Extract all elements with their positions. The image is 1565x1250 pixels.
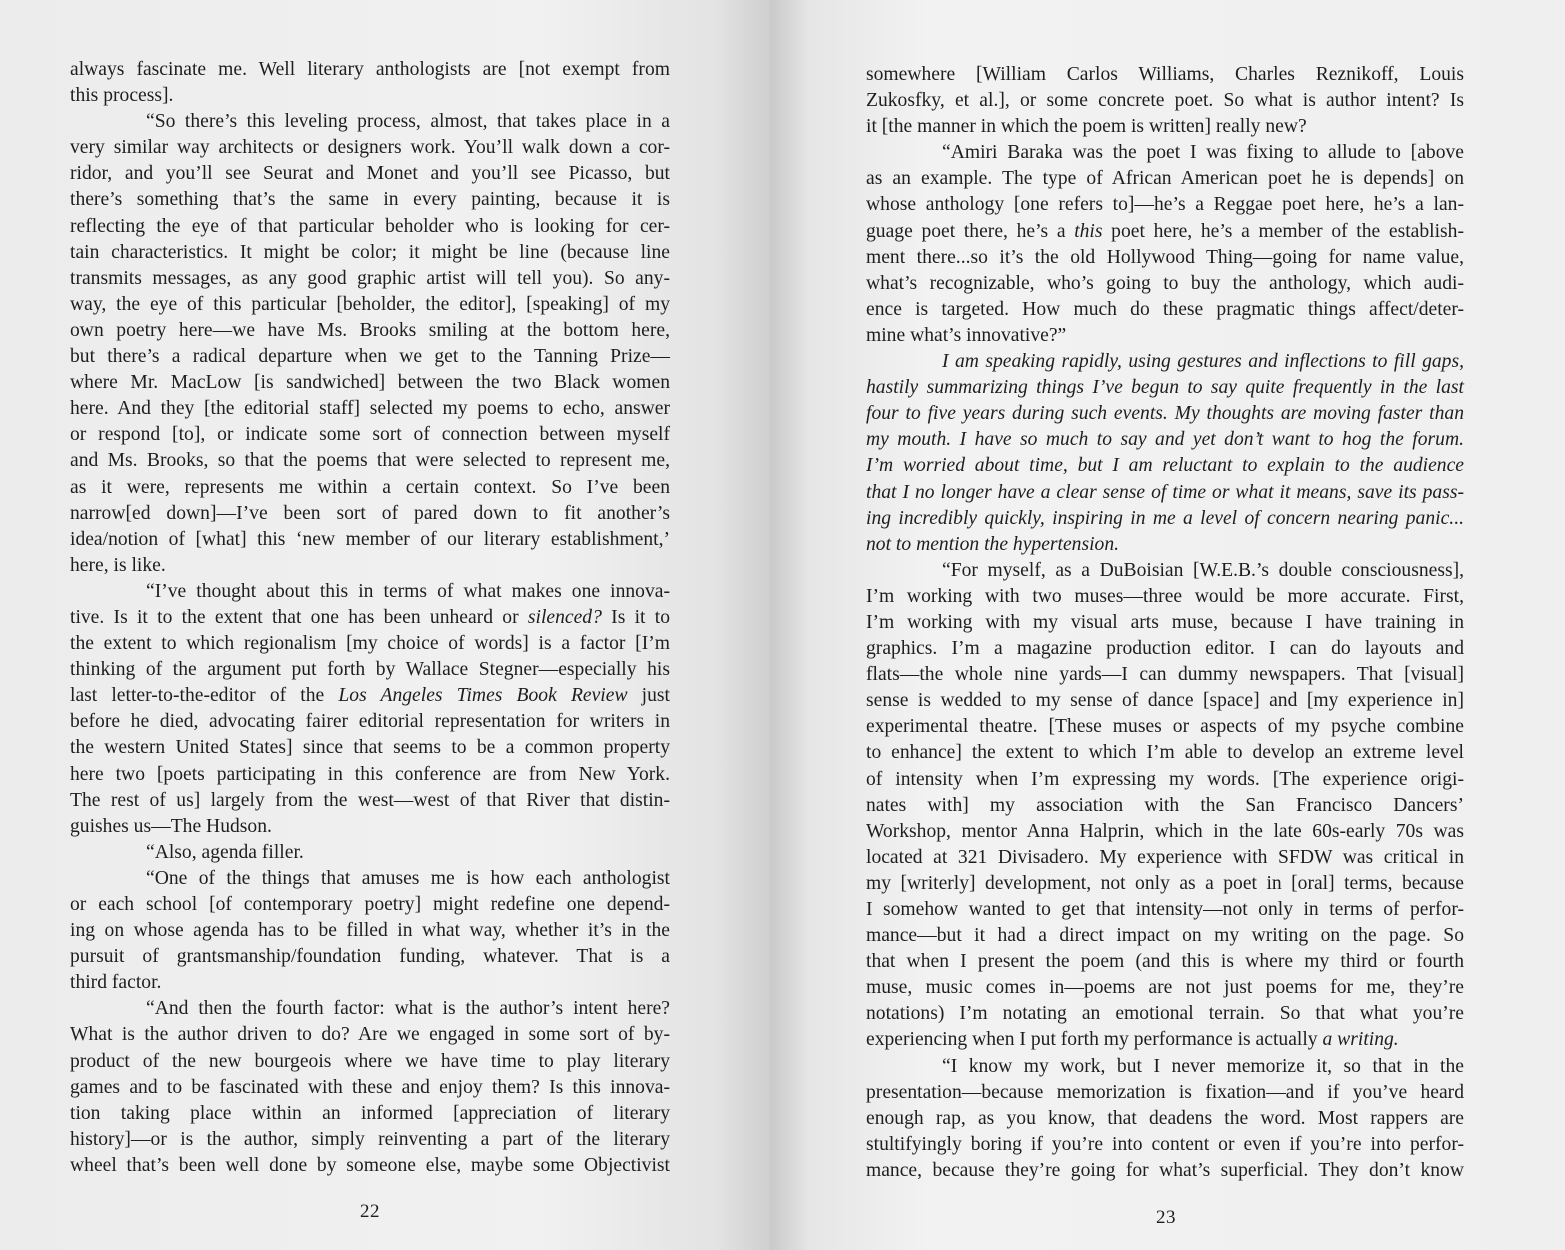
- text-line: mance, because they’re going for what’s superficial. They don’t know: [866, 1159, 1464, 1181]
- text-line: ment there...so it’s the old Hollywood Thing—going for name value,: [866, 246, 1464, 268]
- italic-text: I’m worried about time, but I am reluctant to explain to the audience: [866, 455, 1464, 477]
- text-line: “One of the things that amuses me is how each anthologist: [146, 867, 670, 889]
- text-line: here, is like.: [70, 554, 166, 576]
- italic-text: my mouth. I have so much to say and yet don’t want to hog the forum.: [866, 429, 1464, 451]
- text-line: there’s something that’s the same in every painting, because it is: [70, 189, 670, 211]
- italic-text: four to five years during such events. My thoughts are moving faster than: [866, 403, 1464, 425]
- text-line: mine what’s innovative?”: [866, 324, 1067, 346]
- text-line: thinking of the argument put forth by Wallace Stegner—especially his: [70, 659, 670, 681]
- text-line: notations) I’m notating an emotional terrain. So that what you’re: [866, 1003, 1464, 1025]
- text-line: “I know my work, but I never memorize it, so that in the: [942, 1055, 1464, 1077]
- text-line: but there’s a radical departure when we get to the Tanning Prize—: [70, 346, 670, 368]
- text-line: what’s recognizable, who’s going to buy the anthology, which audi-: [866, 272, 1464, 294]
- text-line: as it were, represents me within a certain context. So I’ve been: [70, 476, 670, 498]
- text-line: [866, 349, 1464, 375]
- text-line: very similar way architects or designers work. You’ll walk down a cor-: [70, 137, 670, 159]
- italic-text: this: [1074, 220, 1103, 242]
- text-line: nates with] my association with the San Francisco Dancers’: [866, 794, 1464, 816]
- text-line: tive. Is it to the extent that one has been unheard or silenced? Is it to: [70, 606, 670, 628]
- text-line: wheel that’s been well done by someone else, maybe some Objectivist: [70, 1154, 670, 1176]
- right-page-body: [866, 62, 1464, 1184]
- text-line: the extent to which regionalism [my choice of words] is a factor [I’m: [70, 633, 670, 655]
- text-line: I’m working with my visual arts muse, because I have training in: [866, 611, 1464, 633]
- text-line: my [writerly] development, not only as a poet in [oral] terms, because: [866, 872, 1464, 894]
- text-line: [866, 375, 1464, 401]
- text-line: as an example. The type of African American poet he is depends] on: [866, 168, 1464, 190]
- text-line: [866, 480, 1464, 506]
- text-line: The rest of us] largely from the west—west of that River that distin-: [70, 789, 670, 811]
- text-line: guishes us—The Hudson.: [70, 815, 272, 837]
- text-line: experimental theatre. [These muses or aspects of my psyche combine: [866, 716, 1464, 738]
- text-line: this process].: [70, 85, 174, 107]
- text-line: the western United States] since that seems to be a common property: [70, 737, 670, 759]
- italic-text: I am speaking rapidly, using gestures and inflections to fill gaps,: [942, 351, 1464, 373]
- italic-text: not to mention the hypertension.: [866, 533, 1120, 555]
- text-line: way, the eye of this particular [beholder, the editor], [speaking] of my: [70, 293, 670, 315]
- text-line: I’m working with two muses—three would be more accurate. First,: [866, 585, 1464, 607]
- text-line: idea/notion of [what] this ‘new member of our literary establishment,’: [70, 528, 670, 550]
- text-line: Workshop, mentor Anna Halprin, which in the late 60s-early 70s was: [866, 820, 1464, 842]
- text-line: games and to be fascinated with these and enjoy them? Is this innova-: [70, 1076, 670, 1098]
- text-line: stultifyingly boring if you’re into content or even if you’re into perfor-: [866, 1133, 1464, 1155]
- text-line: of intensity when I’m expressing my words. [The experience origi-: [866, 768, 1464, 790]
- text-line: located at 321 Divisadero. My experience with SFDW was critical in: [866, 846, 1464, 868]
- page-number: 23: [1156, 1207, 1176, 1228]
- text-line: “Amiri Baraka was the poet I was fixing to allude to [above: [942, 142, 1464, 164]
- text-line: last letter-to-the-editor of the Los Angeles Times Book Review just: [70, 685, 670, 707]
- text-line: muse, music comes in—poems are not just poems for me, they’re: [866, 977, 1464, 999]
- text-line: or each school [of contemporary poetry] might redefine one depend-: [70, 894, 670, 915]
- italic-text: that I no longer have a clear sense of time or what it means, save its pass-: [866, 481, 1464, 503]
- italic-text: a writing.: [1322, 1029, 1399, 1051]
- text-line: mance—but it had a direct impact on my writing on the page. So: [866, 925, 1464, 947]
- text-line: “And then the fourth factor: what is the author’s intent here?: [146, 998, 670, 1020]
- text-line: or respond [to], or indicate some sort of connection between myself: [70, 424, 670, 446]
- text-line: ing on whose agenda has to be filled in what way, whether it’s in the: [70, 920, 670, 942]
- text-line: it [the manner in which the poem is written] really new?: [866, 116, 1307, 138]
- text-line: ence is targeted. How much do these pragmatic things affect/deter-: [866, 298, 1464, 320]
- text-line: before he died, advocating fairer editorial representation for writers in: [70, 711, 670, 733]
- text-line: What is the author driven to do? Are we engaged in some sort of by-: [70, 1024, 670, 1046]
- text-line: here two [poets participating in this conference are from New York.: [70, 763, 670, 785]
- text-line: always fascinate me. Well literary anthologists are [not exempt from: [70, 59, 670, 80]
- text-line: tion taking place within an informed [appreciation of literary: [70, 1102, 670, 1124]
- text-line: history]—or is the author, simply reinventing a part of the literary: [70, 1128, 670, 1150]
- text-line: “Also, agenda filler.: [146, 841, 304, 863]
- text-line: “I’ve thought about this in terms of what makes one innova-: [146, 580, 670, 602]
- text-line: [866, 401, 1464, 427]
- text-line: enough rap, as you know, that deadens the word. Most rappers are: [866, 1107, 1464, 1129]
- left-page-body: [70, 57, 670, 1179]
- page-number: 22: [360, 1201, 380, 1222]
- left-page: [0, 0, 770, 1250]
- text-line: transmits messages, as any good graphic artist will tell you). So any-: [70, 267, 670, 289]
- text-line: product of the new bourgeois where we have time to play literary: [70, 1050, 670, 1072]
- italic-text: hastily summarizing things I’ve begun to say quite frequently in the last: [866, 377, 1464, 399]
- text-line: [866, 506, 1464, 532]
- italic-text: silenced?: [527, 606, 602, 628]
- text-line: pursuit of grantsmanship/foundation funding, whatever. That is a: [70, 946, 670, 968]
- text-line: “So there’s this leveling process, almost, that takes place in a: [146, 111, 670, 133]
- text-line: presentation—because memorization is fixation—and if you’ve heard: [866, 1081, 1464, 1103]
- text-line: narrow[ed down]—I’ve been sort of pared down to fit another’s: [70, 502, 670, 524]
- text-line: somewhere [William Carlos Williams, Charles Reznikoff, Louis: [866, 64, 1464, 85]
- text-line: and Ms. Brooks, so that the poems that were selected to represent me,: [70, 450, 670, 472]
- text-line: ridor, and you’ll see Seurat and Monet and you’ll see Picasso, but: [70, 163, 670, 185]
- text-line: that when I present the poem (and this is where my third or fourth: [866, 951, 1464, 973]
- text-line: experiencing when I put forth my performance is actually a writing.: [866, 1029, 1399, 1051]
- text-line: own poetry here—we have Ms. Brooks smiling at the bottom here,: [70, 319, 670, 341]
- text-line: [866, 532, 1464, 558]
- text-line: graphics. I’m a magazine production editor. I can do layouts and: [866, 638, 1464, 660]
- text-line: “For myself, as a DuBoisian [W.E.B.’s double consciousness],: [942, 559, 1464, 581]
- text-line: sense is wedded to my sense of dance [space] and [my experience in]: [866, 690, 1464, 712]
- text-line: Zukosfky, et al.], or some concrete poet. So what is author intent? Is: [866, 90, 1464, 112]
- text-line: flats—the whole nine yards—I can dummy newspapers. That [visual]: [866, 664, 1464, 686]
- text-line: reflecting the eye of that particular beholder who is looking for cer-: [70, 215, 670, 237]
- italic-text: ing incredibly quickly, inspiring in me a level of concern nearing panic...: [866, 507, 1464, 529]
- text-line: to enhance] the extent to which I’m able to develop an extreme level: [866, 742, 1464, 764]
- text-line: where Mr. MacLow [is sandwiched] between the two Black women: [70, 372, 670, 394]
- italic-text: Los Angeles Times Book Review: [338, 685, 628, 707]
- text-line: [866, 453, 1464, 479]
- right-page: [770, 0, 1565, 1250]
- text-line: guage poet there, he’s a this poet here, he’s a member of the establish-: [866, 220, 1465, 242]
- text-line: here. And they [the editorial staff] selected my poems to echo, answer: [70, 398, 670, 420]
- text-line: I somehow wanted to get that intensity—not only in terms of perfor-: [866, 899, 1464, 920]
- text-line: [866, 427, 1464, 453]
- text-line: tain characteristics. It might be color; it might be line (because line: [70, 241, 670, 263]
- text-line: third factor.: [70, 972, 162, 994]
- text-line: whose anthology [one refers to]—he’s a Reggae poet here, he’s a lan-: [866, 194, 1464, 216]
